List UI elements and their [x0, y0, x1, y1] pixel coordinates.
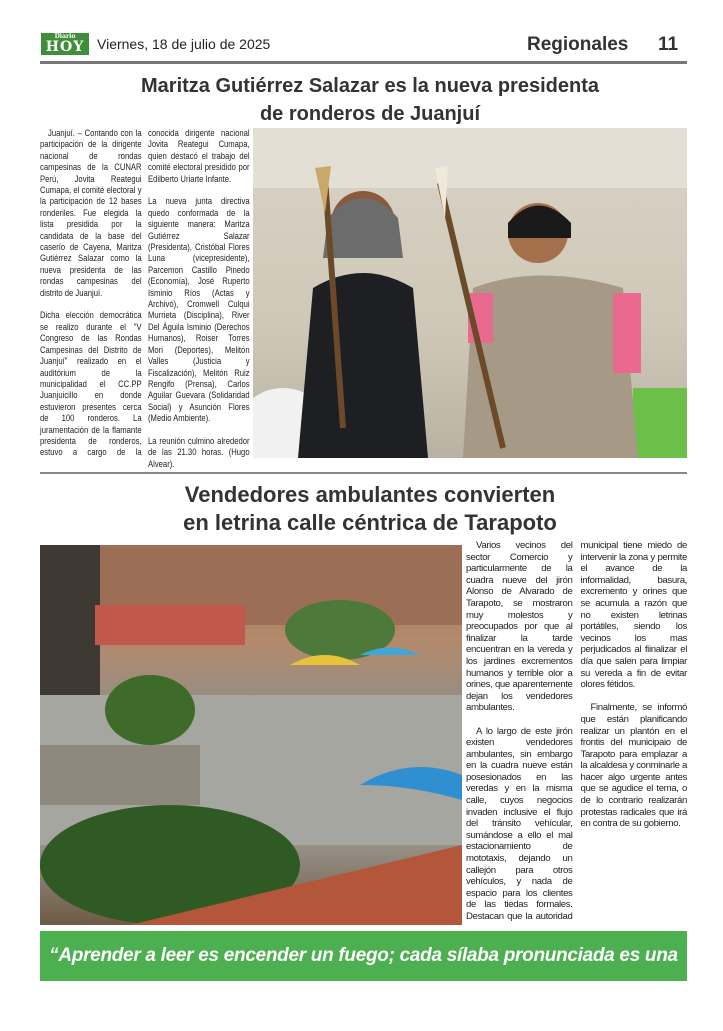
article2-body: [466, 540, 687, 930]
paragraph: La reunión culmino alrededor de las 21.30 horas. (Hugo Alvear).: [148, 435, 250, 470]
paragraph: La nueva junta directiva quedo conformada de la siguiente manera: Maritza Gutiérrez Salazar (Presidenta), Cristóbal Flores Luna (vicepresidente), Parcemon Castillo Pinedo (Economía), José Ruperto Isminio Ríos (Actas y Archivó), Cromwell Culqui Murrieta (Disciplina), River Del Águila Isminio (Derechos Humanos), Roiser Torres Mori (Deportes), Melitón Valles (Justicia y Fiscalización), Melitón Ruiz Rengifo (Prensa), Carlos Aguilar Guevara (Solidaridad Social) y Asunción Flores (Medio Ambiente).: [148, 196, 250, 425]
paragraph: Dicha elección democrática se realizo durante el "V Congreso de las Rondas Campesinas del Distrito de Juanjuí" realizado en el auditórium de la municipalidad el CC.PP Juanjuicillo en donde estuvieron presentes cerca de 100 ronderos. La juramentación de la flamante presidenta de ronderos, estuvo a cargo de la conocida dirigente nacional Jovita Reategui Cumapa, quien destacó el trabajo del comité electoral presidido por Edilberto Uriarte Infante.: [40, 128, 250, 459]
logo: Diario HOY: [41, 33, 89, 55]
article1-body: [40, 128, 250, 470]
header-divider: [40, 61, 687, 64]
article1-headline: Maritza Gutiérrez Salazar es la nueva presidenta de ronderos de Juanjuí: [141, 75, 599, 125]
paragraph: Finalmente, se informó que están planificando realizar un plantón en el frontis del municipaio de Tarapoto para emplazar a la alcaldesa y conminarle a hacer algo urgente antes que se agudice el tema, o de lo contrario realizarán protestas radicales que irá en contra de su gobierno.: [580, 702, 687, 830]
paragraph: Juanjuí. – Contando con la participación de la dirigente nacional de rondas campesinas de la CUNAR Perú, Jovita Reategui Cumapa, el comité electoral y la participación de 12 bases ronderiles. Fue elegida la lista presidida por la candidata de la base del caserío de Cayena, Maritza Gutiérrez Salazar como la nueva presidenta de las rondas campesinas del distrito de Juanjuí.: [40, 128, 142, 299]
article-divider: [40, 472, 687, 474]
section-title: Regionales: [527, 34, 629, 55]
photo-street-vendors: [40, 545, 462, 925]
page-number: 11: [658, 34, 679, 55]
paragraph: A lo largo de este jirón existen vendedores ambulantes, sin embargo en la cuadra nueve están posesionados en las veredas y en la misma calle, cuyos negocios invaden inclusive el flujo del tránsito vehícular, sumándose a ello el mal estacionamiento de mototaxis, dejando un callejón para otros vehículos, y nada de espacio para los clientes de las tiedas formales. Destacan que la autoridad municipal tiene miedo de intervenir la zona y permite el avance de la informalidad, basura, excremento y orines que se acumula a razón que no existen letrinas portátiles, siendo los vecinos los mas perjudicados al fiinalizar el día que salen para limpiar su vereda a fin de evitar olores fétidos.: [466, 540, 687, 922]
photo-ronderos-leaders: [253, 128, 687, 458]
article2-headline: Vendedores ambulantes convierten en letrina calle céntrica de Tarapoto: [183, 482, 557, 535]
issue-date: Viernes, 18 de julio de 2025: [97, 36, 271, 52]
paragraph: Varios vecinos del sector Comercio y particularmente de la cuadra nueve del jirón Alonso de Alvarado de Tarapoto, se mostraron muy molestos y preocupados por que al finalizar la tarde encuentran en la vereda y los jardines excrementos humanos y terrible olor a orines, que aparentemente dejan los vendedores ambulantes.: [466, 540, 573, 714]
quote-banner: “Aprender a leer es encender un fuego; cada sílaba pronunciada es una chispa”.: [40, 931, 687, 981]
